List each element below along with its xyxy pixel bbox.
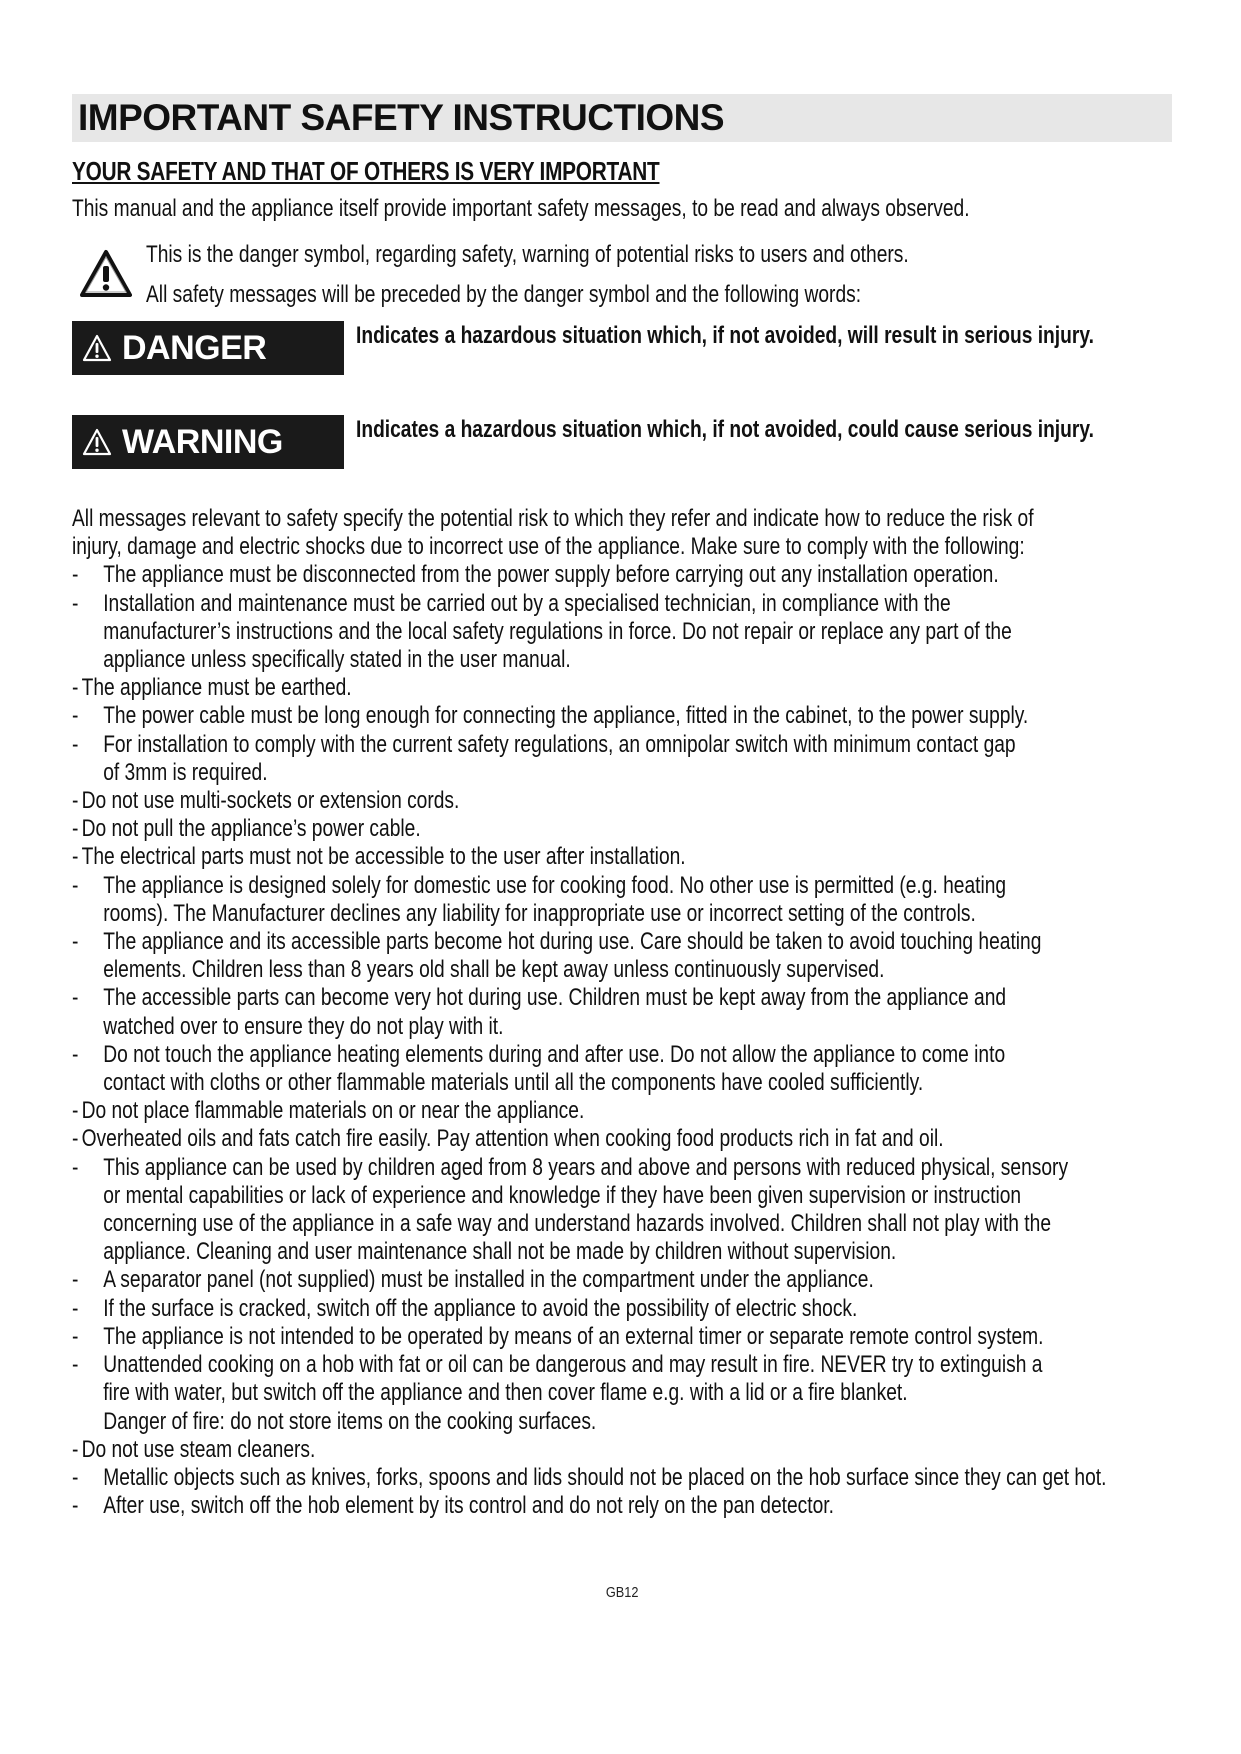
label-row-warning — [72, 415, 1172, 503]
general-paragraph — [72, 505, 1034, 561]
symbol-line: This is the danger symbol, regarding safety, warning of potential risks to users and others. — [146, 241, 909, 268]
signal-word-description: Indicates a hazardous situation which, if not avoided, could cause serious injury. — [356, 416, 1094, 443]
list-item-line: The power cable must be long enough for connecting the appliance, fitted in the cabinet, to the power supply. — [103, 702, 1029, 730]
list-item — [72, 1295, 952, 1323]
list-item-line: Do not place flammable materials on or near the appliance. — [81, 1097, 585, 1125]
list-item — [72, 730, 1016, 787]
list-dash: - — [72, 561, 79, 589]
list-item-line: elements. Children less than 8 years old shall be kept away unless continuously supervised. — [103, 956, 885, 984]
signal-word-description: Indicates a hazardous situation which, if not avoided, will result in serious injury. — [356, 322, 1094, 349]
list-dash: - — [72, 1351, 79, 1379]
list-item — [72, 1153, 1069, 1267]
list-item-line: of 3mm is required. — [103, 758, 268, 786]
list-item-line: The appliance must be disconnected from the power supply before carrying out any installation operation. — [103, 561, 999, 589]
signal-word-badge — [72, 415, 344, 469]
list-item-line: Do not use multi-sockets or extension cords. — [81, 787, 460, 815]
list-item — [72, 1436, 952, 1464]
list-item-line: The appliance is designed solely for domestic use for cooking food. No other use is permitted (e.g. heating — [103, 871, 1007, 899]
list-item-line: This appliance can be used by children aged from 8 years and above and persons with reduced physical, sensory — [103, 1153, 1069, 1181]
body-text — [72, 505, 1107, 1520]
list-dash: - — [72, 815, 79, 843]
list-item-line: Overheated oils and fats catch fire easily. Pay attention when cooking food products rich in fat and oil. — [81, 1125, 944, 1153]
list-item — [72, 561, 999, 589]
list-item-line: Unattended cooking on a hob with fat or oil can be dangerous and may result in fire. NEVER try to extinguish a — [103, 1351, 1043, 1379]
list-item — [72, 1351, 1043, 1436]
list-item-line: Installation and maintenance must be carried out by a specialised technician, in compliance with the — [103, 589, 951, 617]
list-dash: - — [72, 1294, 79, 1322]
list-item-line: Danger of fire: do not store items on the cooking surfaces. — [103, 1407, 597, 1435]
list-dash: - — [72, 702, 79, 730]
list-dash: - — [72, 871, 79, 899]
list-dash: - — [72, 1040, 79, 1068]
list-item — [72, 843, 952, 871]
list-dash: - — [72, 589, 79, 617]
danger-symbol-explanation — [72, 235, 1172, 315]
list-dash: - — [72, 928, 79, 956]
list-dash: - — [72, 1125, 79, 1153]
page-number — [72, 1584, 1172, 1601]
symbol-line: All safety messages will be preceded by the danger symbol and the following words: — [146, 281, 862, 308]
list-item-line: manufacturer’s instructions and the local safety regulations in force. Do not repair or replace any part of the — [103, 617, 1012, 645]
list-item-line: rooms). The Manufacturer declines any liability for inappropriate use or incorrect setting of the controls. — [103, 899, 976, 927]
list-item — [72, 1463, 1107, 1492]
safety-list — [72, 561, 1107, 1520]
list-item-line: appliance. Cleaning and user maintenance shall not be made by children without supervision. — [103, 1238, 897, 1266]
list-dash: - — [72, 1097, 79, 1125]
list-item-line: concerning use of the appliance in a safe way and understand hazards involved. Children shall not play with the — [103, 1210, 1051, 1238]
list-item-line: A separator panel (not supplied) must be installed in the compartment under the appliance. — [103, 1266, 874, 1294]
list-item — [72, 1266, 952, 1294]
page-number-text: GB12 — [605, 1584, 639, 1601]
list-item-line: Metallic objects such as knives, forks, spoons and lids should not be placed on the hob surface since they can get hot. — [103, 1463, 1107, 1491]
list-item — [72, 787, 952, 815]
list-item-line: contact with cloths or other flammable materials until all the components have cooled sufficiently. — [103, 1069, 924, 1097]
list-item-line: or mental capabilities or lack of experience and knowledge if they have been given supervision or instruction — [103, 1181, 1022, 1209]
list-item — [72, 928, 1042, 984]
page-title: IMPORTANT SAFETY INSTRUCTIONS — [78, 97, 725, 138]
warning-triangle-icon — [82, 428, 112, 456]
list-item-line: The appliance must be earthed. — [81, 674, 352, 702]
intro-text: This manual and the appliance itself provide important safety messages, to be read and always observed. — [72, 195, 970, 222]
list-item-line: After use, switch off the hob element by its control and do not rely on the pan detector. — [103, 1492, 834, 1520]
list-item-line: appliance unless specifically stated in the user manual. — [103, 646, 571, 674]
list-item-line: The accessible parts can become very hot during use. Children must be kept away from the appliance and — [103, 984, 1007, 1012]
title-bar — [72, 94, 1172, 142]
list-dash: - — [72, 1153, 79, 1181]
list-dash: - — [72, 674, 79, 702]
list-dash: - — [72, 1492, 79, 1520]
section-subtitle: YOUR SAFETY AND THAT OF OTHERS IS VERY IMPORTANT — [72, 156, 660, 186]
list-dash: - — [72, 730, 79, 758]
list-item-line: Do not use steam cleaners. — [81, 1435, 316, 1463]
signal-word: WARNING — [122, 422, 283, 461]
warning-triangle-icon — [82, 334, 112, 362]
signal-word: DANGER — [122, 328, 267, 367]
list-item-line: The appliance is not intended to be operated by means of an external timer or separate remote control system. — [103, 1322, 1044, 1350]
list-item-line: The electrical parts must not be accessible to the user after installation. — [81, 843, 686, 871]
list-dash: - — [72, 843, 79, 871]
label-row-danger — [72, 321, 1172, 409]
signal-word-badge — [72, 321, 344, 375]
signal-word-labels — [72, 321, 1172, 503]
paragraph-line: injury, damage and electric shocks due to incorrect use of the appliance. Make sure to comply with the following: — [72, 533, 1025, 561]
list-item — [72, 702, 1029, 730]
list-item-line: The appliance and its accessible parts become hot during use. Care should be taken to avoid touching heating — [103, 928, 1042, 956]
paragraph-line: All messages relevant to safety specify the potential risk to which they refer and indicate how to reduce the risk of — [72, 505, 1034, 532]
list-item — [72, 1125, 952, 1153]
list-item — [72, 984, 1007, 1040]
list-dash: - — [72, 1266, 79, 1294]
document-page — [72, 94, 1172, 1601]
list-item — [72, 871, 1007, 928]
list-item — [72, 589, 1012, 675]
list-item-line: Do not touch the appliance heating elements during and after use. Do not allow the appliance to come into — [103, 1040, 1006, 1068]
list-item — [72, 1097, 952, 1125]
warning-triangle-icon — [80, 249, 132, 299]
list-item — [72, 815, 952, 843]
list-item-line: watched over to ensure they do not play with it. — [103, 1012, 504, 1040]
list-dash: - — [72, 984, 79, 1012]
list-dash: - — [72, 787, 79, 815]
list-item-line: If the surface is cracked, switch off the appliance to avoid the possibility of electric shock. — [103, 1294, 858, 1322]
list-item-line: Do not pull the appliance’s power cable. — [81, 815, 421, 843]
list-item — [72, 674, 952, 702]
list-item-line: For installation to comply with the current safety regulations, an omnipolar switch with minimum contact gap — [103, 730, 1016, 758]
list-dash: - — [72, 1435, 79, 1463]
list-item — [72, 1492, 952, 1520]
list-item — [72, 1322, 1044, 1351]
list-dash: - — [72, 1322, 79, 1350]
list-item — [72, 1040, 1006, 1097]
symbol-lines — [146, 235, 1099, 315]
list-item-line: fire with water, but switch off the appliance and then cover flame e.g. with a lid or a fire blanket. — [103, 1379, 908, 1407]
list-dash: - — [72, 1463, 79, 1491]
